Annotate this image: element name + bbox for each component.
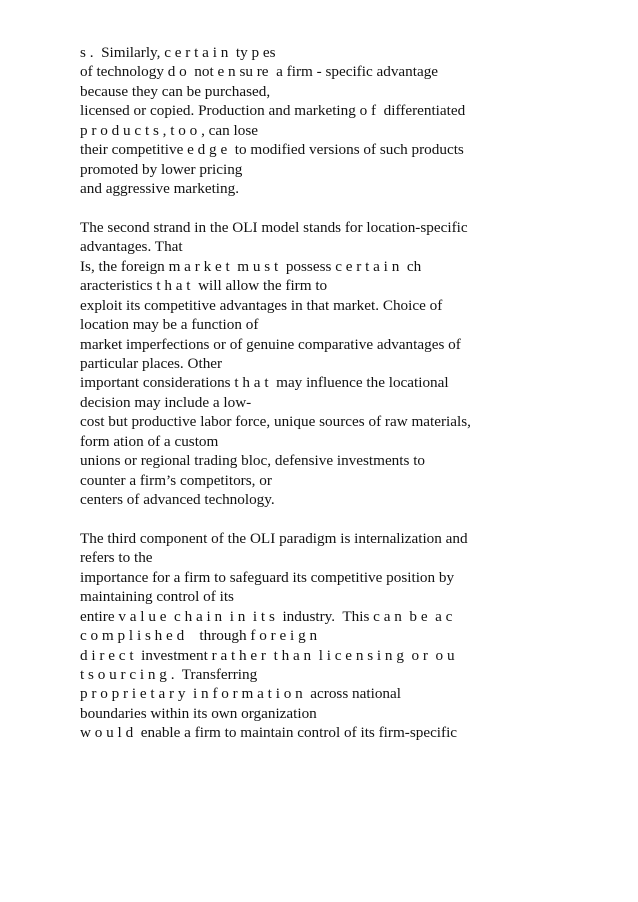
text-line: of technology d o not e n su re a firm - specific advantage [80,63,439,81]
text-line: The third component of the OLI paradigm is internalization and [80,529,468,547]
paragraph-2 [80,218,600,510]
text-line: market imperfections or of genuine comparative advantages of [80,335,461,353]
text-line: and aggressive marketing. [80,180,239,198]
text-line: importance for a firm to safeguard its competitive position by [80,568,455,586]
text-line: entire v a l u e c h a i n i n i t s industry. This c a n b e a c [80,607,453,625]
text-line: particular places. Other [80,355,223,372]
text-line: w o u l d enable a firm to maintain control of its firm-specific [80,724,458,742]
text-line: Is, the foreign m a r k e t m u s t possess c e r t a i n ch [80,257,422,275]
text-line: refers to the [80,549,153,567]
text-line: decision may include a low- [80,393,252,411]
text-line: unions or regional trading bloc, defensive investments to [80,452,426,470]
text-line: maintaining control of its [80,588,234,606]
text-line: their competitive e d g e to modified versions of such products [80,141,464,159]
text-line: d i r e c t investment r a t h e r t h a n l i c e n s i n g o r o u [80,646,455,664]
text-line: aracteristics t h a t will allow the firm to [80,277,328,295]
paragraph-gap [80,199,600,218]
text-line: centers of advanced technology. [80,491,275,509]
text-line: p r o p r i e t a r y i n f o r m a t i o n across national [80,685,401,703]
text-line: The second strand in the OLI model stands for location-specific [80,218,468,236]
text-line: advantages. That [80,238,183,256]
text-line: promoted by lower pricing [80,160,243,178]
text-line: t s o u r c i n g . Transferring [80,666,258,683]
document-body [80,43,600,743]
text-line: cost but productive labor force, unique sources of raw materials, [80,413,471,431]
text-line: counter a firm’s competitors, or [80,471,272,489]
paragraph-1 [80,43,600,199]
text-line: c o m p l i s h e d through f o r e i g n [80,627,318,645]
paragraph-3 [80,529,600,743]
text-line: because they can be purchased, [80,82,271,100]
text-line: exploit its competitive advantages in that market. Choice of [80,296,443,314]
text-line: form ation of a custom [80,432,219,450]
text-line: licensed or copied. Production and marketing o f differentiated [80,102,466,120]
text-line: p r o d u c t s , t o o , can lose [80,121,259,139]
text-line: s . Similarly, c e r t a i n ty p es [80,44,276,61]
text-line: important considerations t h a t may influence the locational [80,374,449,392]
text-line: boundaries within its own organization [80,704,317,722]
text-line: location may be a function of [80,316,259,334]
paragraph-gap [80,510,600,529]
